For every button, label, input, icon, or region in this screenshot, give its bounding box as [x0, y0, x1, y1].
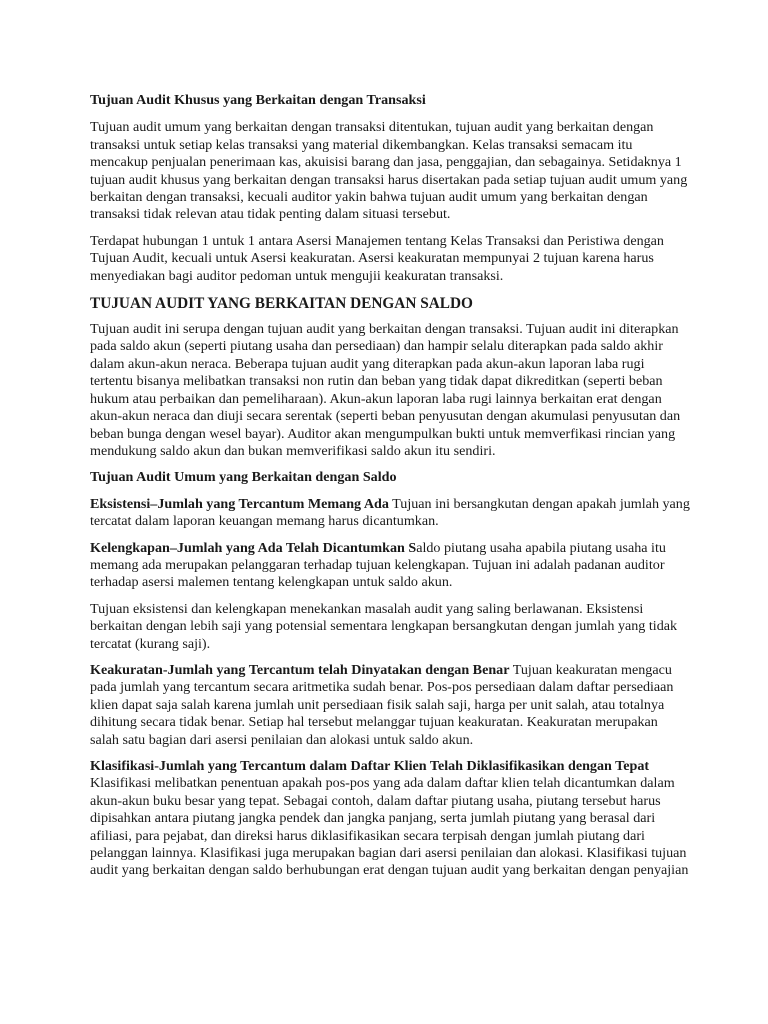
paragraph-text: Tujuan keakuratan mengacu pada jumlah yang tercantum secara aritmetika sudah benar. Pos-pos persediaan dalam daftar persediaan klien dapat saja salah karena jumlah unit persediaan fisik salah saji, harga per unit salah, atau totalnya dihitung secara tidak benar. Setiap hal tersebut melanggar tujuan keakuratan. Keakuratan merupakan salah satu bagian dari asersi penilaian dan alokasi untuk saldo akun. — [90, 661, 674, 748]
main-heading: TUJUAN AUDIT YANG BERKAITAN DENGAN SALDO — [90, 295, 473, 313]
paragraph: Tujuan audit ini serupa dengan tujuan audit yang berkaitan dengan transaksi. Tujuan audit ini diterapkan pada saldo akun (seperti piutang usaha dan persediaan) dan hampir selalu diterapkan pada saldo akhir dalam akun-akun neraca. Beberapa tujuan audit yang diterapkan pada akun-akun laporan laba rugi tertentu bisanya melibatkan transaksi non rutin dan beban yang tidak dapat dikreditkan (seperti beban hukum atau perbaikan dan pemeliharaan). Akun-akun laporan laba rugi lainnya berkaitan erat dengan akun-akun neraca dan diuji secara serentak (seperti beban penyusutan dengan akumulasi penyusutan dan beban bunga dengan wesel bayar). Auditor akan mengumpulkan bukti untuk memverfikasi rincian yang mendukung saldo akun dan bukan memverifikasi saldo akun itu sendiri. — [90, 321, 681, 459]
paragraph: Terdapat hubungan 1 untuk 1 antara Asersi Manajemen tentang Kelas Transaksi dan Peristiwa dengan Tujuan Audit, kecuali untuk Asersi keakuratan. Asersi keakuratan mempunyai 2 tujuan karena harus menyediakan bagi auditor pedoman untuk mengujii keakuratan transaksi. — [90, 232, 664, 284]
paragraph-text: Tujuan ini bersangkutan dengan apakah jumlah yang tercatat dalam laporan keuangan memang harus dicantumkan. — [90, 495, 690, 530]
section-heading: Tujuan Audit Khusus yang Berkaitan dengan Transaksi — [90, 92, 426, 108]
paragraph-text: aldo piutang usaha apabila piutang usaha itu memang ada merupakan pelanggaran terhadap tujuan kelengkapan. Tujuan ini adalah padanan auditor terhadap asersi malemen tentang kelengkapan untuk saldo akun. — [90, 539, 666, 591]
paragraph-text: Klasifikasi melibatkan penentuan apakah pos-pos yang ada dalam daftar klien telah dicantumkan dalam akun-akun buku besar yang tepat. Sebagai contoh, dalam daftar piutang usaha, piutang tersebut harus dipisahkan antara piutang jangka pendek dan jangka panjang, serta jumlah piutang yang berasal dari afiliasi, para pejabat, dan direksi harus diklasifikasikan secara terpisah dengan jumlah piutang dari pelanggan lainnya. Klasifikasi juga merupakan bagian dari asersi penilaian dan alokasi. Klasifikasi tujuan audit yang berkaitan dengan saldo berhubungan erat dengan tujuan audit yang berkaitan dengan penyajian — [90, 775, 689, 879]
term-completeness: Kelengkapan–Jumlah yang Ada Telah Dicantumkan S — [90, 539, 417, 556]
paragraph-completeness — [90, 540, 690, 592]
term-accuracy: Keakuratan-Jumlah yang Tercantum telah Dinyatakan dengan Benar — [90, 661, 510, 678]
subsection-heading: Tujuan Audit Umum yang Berkaitan dengan Saldo — [90, 469, 397, 486]
paragraph: Tujuan audit umum yang berkaitan dengan transaksi ditentukan, tujuan audit yang berkaitan dengan transaksi untuk setiap kelas transaksi yang material dikembangkan. Kelas transaksi semacam itu mencakup penjualan penerimaan kas, akuisisi barang dan jasa, penggajian, dan sebagainya. Setidaknya 1 tujuan audit khusus yang berkaitan dengan transaksi harus disertakan pada setiap tujuan audit umum yang berkaitan dengan transaksi, kecuali auditor yakin bahwa tujuan audit umum yang berkaitan dengan transaksi tidak relevan atau tidak penting dalam situasi tersebut. — [90, 119, 688, 223]
document-page — [90, 92, 690, 889]
paragraph-accuracy — [90, 662, 690, 749]
term-classification: Klasifikasi-Jumlah yang Tercantum dalam Daftar Klien Telah Diklasifikasikan dengan Tepat — [90, 758, 650, 774]
paragraph-classification — [90, 758, 690, 880]
paragraph-existence — [90, 496, 690, 531]
term-existence: Eksistensi–Jumlah yang Tercantum Memang Ada — [90, 495, 389, 512]
paragraph: Tujuan eksistensi dan kelengkapan menekankan masalah audit yang saling berlawanan. Eksistensi berkaitan dengan lebih saji yang potensial sementara lengkapan bersangkutan dengan jumlah yang tidak tercatat (kurang saji). — [90, 600, 678, 652]
